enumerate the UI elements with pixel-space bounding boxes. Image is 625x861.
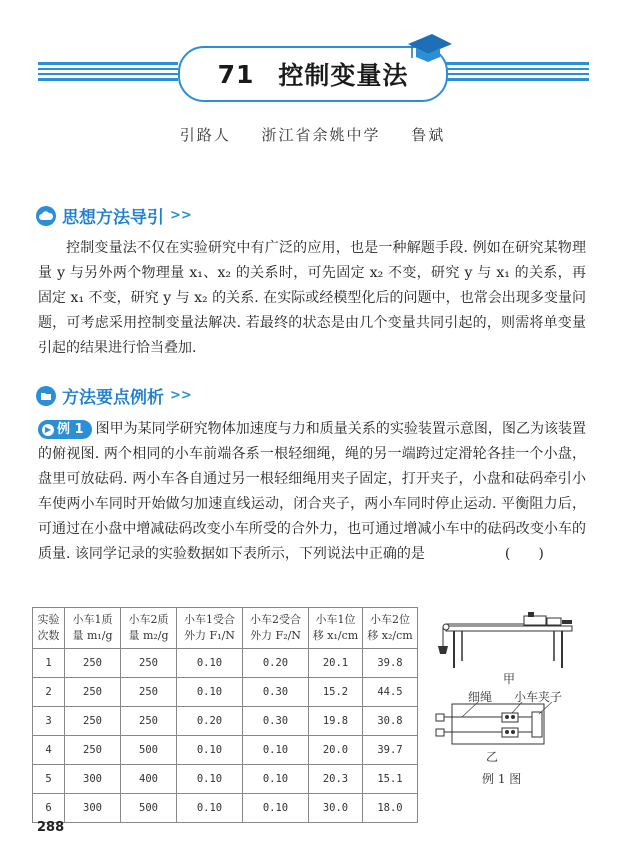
table-cell: 250 (65, 736, 121, 765)
table-cell: 300 (65, 765, 121, 794)
apparatus-side-view-figure (432, 606, 592, 676)
double-chevron-icon: >> (170, 208, 192, 223)
table-cell: 4 (33, 736, 65, 765)
apparatus-top-view-figure (432, 702, 592, 746)
section1-paragraph (38, 236, 586, 361)
table-row (33, 794, 418, 823)
table-cell: 5 (33, 765, 65, 794)
example1-text: 图甲为某同学研究物体加速度与力和质量关系的实验装置示意图，图乙为该装置的俯视图. 两个相同的小车前端各系一根轻细绳，绳的另一端跨过定滑轮各挂一个小盘，盘里可放砝码. 两小车各自通过另一根轻细绳用夹子固定，打开夹子，小盘和砝码牵引小车使两小车同时开始做匀加速直线运动，闭合夹子，两小车同时停止运动. 平衡阻力后，可通过在小盘中增减砝码改变小车所受的合外力，也可通过增减小车中的砝码改变小车的质量. 该同学记录的实验数据如下表所示，下列说法中正确的是 (38, 421, 586, 562)
folder-icon (36, 386, 56, 406)
table-cell: 19.8 (309, 707, 363, 736)
section-heading-guide (36, 203, 192, 228)
data-table (32, 607, 418, 823)
author-school: 浙江省余姚中学 (261, 126, 381, 144)
table-cell: 0.20 (243, 649, 309, 678)
table-cell: 0.10 (177, 794, 243, 823)
table-cell: 250 (121, 707, 177, 736)
figure-clip-label: 夹子 (538, 690, 563, 704)
header-cell: 小车2受合 外力 F₂/N (243, 608, 309, 649)
table-row (33, 649, 418, 678)
author-name: 鲁斌 (411, 126, 446, 144)
table-cell: 400 (121, 765, 177, 794)
table-cell: 0.10 (243, 765, 309, 794)
page-number: 288 (37, 820, 65, 835)
table-cell: 20.0 (309, 736, 363, 765)
table-cell: 250 (65, 707, 121, 736)
table-cell: 18.0 (363, 794, 418, 823)
table-cell: 0.10 (177, 736, 243, 765)
header-cell: 小车2质 量 m₂/g (121, 608, 177, 649)
author-line (0, 124, 625, 145)
figure-yi-label: 乙 (486, 750, 499, 764)
chapter-number: 71 (217, 59, 255, 89)
figure-car-label: 小车 (514, 690, 539, 704)
table-cell: 15.2 (309, 678, 363, 707)
table-cell: 20.3 (309, 765, 363, 794)
figure-rope-label: 细绳 (468, 690, 493, 704)
figure-jia-label: 甲 (503, 672, 516, 686)
table-cell: 500 (121, 736, 177, 765)
table-cell: 0.20 (177, 707, 243, 736)
table-cell: 0.30 (243, 678, 309, 707)
table-cell: 0.10 (177, 678, 243, 707)
table-cell: 300 (65, 794, 121, 823)
table-cell: 20.1 (309, 649, 363, 678)
section2-title: 方法要点例析 (62, 388, 164, 408)
table-cell: 500 (121, 794, 177, 823)
table-cell: 0.10 (177, 649, 243, 678)
header-cell: 小车1受合 外力 F₁/N (177, 608, 243, 649)
answer-blank: ( ) (504, 546, 544, 562)
table-cell: 1 (33, 649, 65, 678)
table-cell: 3 (33, 707, 65, 736)
table-cell: 0.10 (177, 765, 243, 794)
play-icon: ▶ (42, 424, 54, 436)
chapter-title: 控制变量法 (278, 61, 409, 90)
table-cell: 44.5 (363, 678, 418, 707)
double-chevron-icon: >> (170, 388, 192, 403)
section1-text: 控制变量法不仅在实验研究中有广泛的应用，也是一种解题手段. 例如在研究某物理量 y 与另外两个物理量 x₁、x₂ 的关系时，可先固定 x₂ 不变，研究 y 与 x₁ 的关系，再固定 x₁ 不变，研究 y 与 x₂ 的关系. 在实际或经模型化后的问题中，也常会出现多变量问题，可考虑采用控制变量法解决. 若最终的状态是由几个变量共同引起的，则需将单变量引起的结果进行恰当叠加. (38, 240, 586, 356)
table-row (33, 678, 418, 707)
table-cell: 250 (65, 678, 121, 707)
table-cell: 250 (121, 649, 177, 678)
cloud-icon (36, 206, 56, 226)
table-header-row (33, 608, 418, 649)
table-cell: 30.0 (309, 794, 363, 823)
header-cell: 小车1位 移 x₁/cm (309, 608, 363, 649)
section-heading-examples (36, 383, 192, 408)
table-cell: 15.1 (363, 765, 418, 794)
figure-caption: 例 1 图 (482, 772, 522, 786)
table-cell: 0.30 (243, 707, 309, 736)
table-cell: 6 (33, 794, 65, 823)
table-cell: 39.7 (363, 736, 418, 765)
example-badge (38, 420, 92, 439)
table-row (33, 707, 418, 736)
table-cell: 30.8 (363, 707, 418, 736)
header-cell: 实验 次数 (33, 608, 65, 649)
example-badge-label: 例 1 (57, 422, 84, 437)
section1-title: 思想方法导引 (62, 208, 164, 228)
table-cell: 39.8 (363, 649, 418, 678)
table-cell: 250 (65, 649, 121, 678)
header-cell: 小车2位 移 x₂/cm (363, 608, 418, 649)
example1-paragraph (38, 417, 586, 567)
author-role: 引路人 (179, 126, 231, 144)
table-row (33, 765, 418, 794)
table-cell: 0.10 (243, 736, 309, 765)
table-cell: 2 (33, 678, 65, 707)
table-cell: 0.10 (243, 794, 309, 823)
table-row (33, 736, 418, 765)
graduation-cap-icon (404, 30, 454, 66)
table-cell: 250 (121, 678, 177, 707)
header-cell: 小车1质 量 m₁/g (65, 608, 121, 649)
